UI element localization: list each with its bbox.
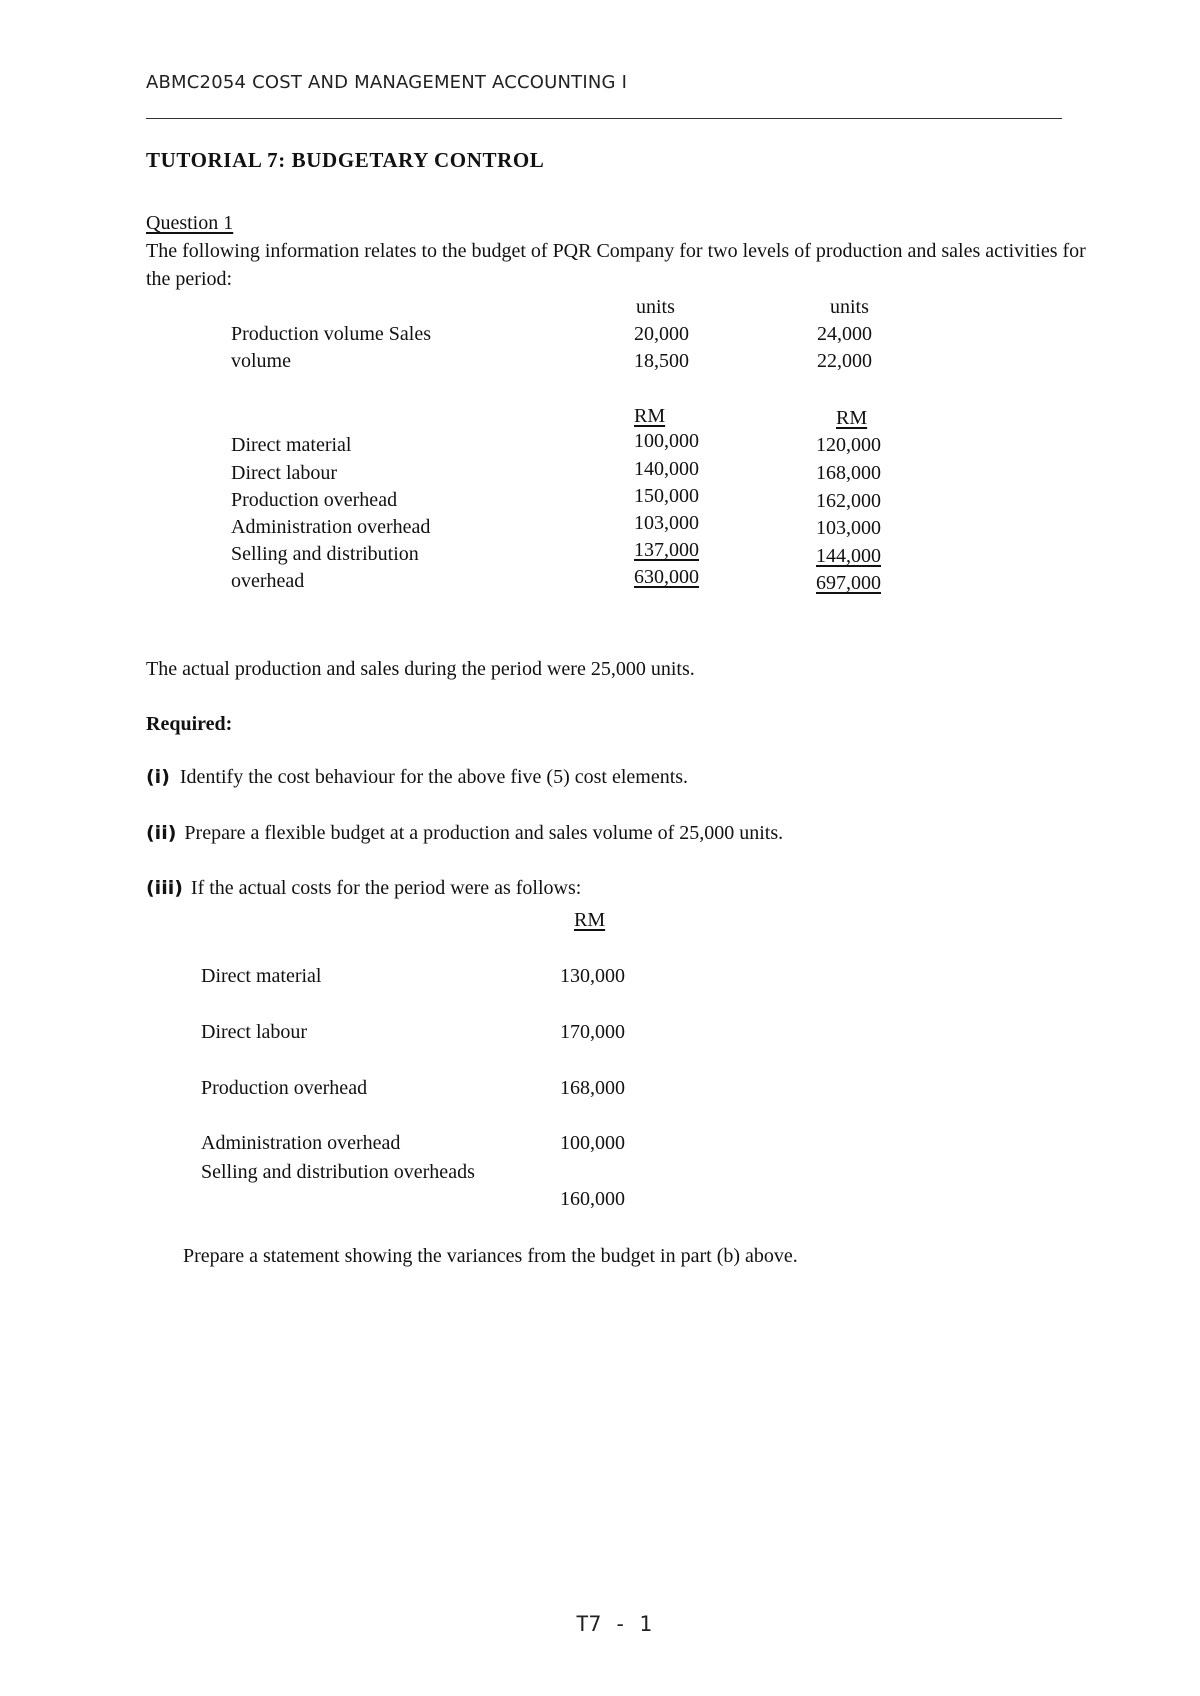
cost-row-value-a: 103,000 — [634, 512, 699, 534]
page-number: T7 - 1 — [576, 1612, 652, 1636]
part-marker: (iii) — [146, 877, 183, 899]
cost-row-label: Selling and distribution — [231, 543, 419, 565]
actual-cost-label: Direct material — [201, 965, 322, 987]
part-text: Identify the cost behaviour for the above five (5) cost elements. — [179, 766, 689, 788]
cost-row-value-a: 100,000 — [634, 430, 699, 452]
part-marker: (i) — [146, 766, 170, 788]
actual-cost-value: 170,000 — [560, 1021, 625, 1043]
actual-rm-header: RM — [574, 909, 606, 931]
cost-row-label-continued: overhead — [231, 570, 305, 592]
cost-row-label: Administration overhead — [231, 516, 431, 538]
question-intro-line1: The following information relates to the budget of PQR Company for two levels of production and sales activities for — [146, 240, 1086, 262]
cost-total-b: 697,000 — [816, 572, 881, 594]
cost-row-value-b: 103,000 — [816, 517, 881, 539]
sales-volume-b: 22,000 — [817, 350, 872, 372]
part-marker: (ii) — [146, 822, 177, 844]
sales-volume-a: 18,500 — [634, 350, 689, 372]
rm-header-a: RM — [634, 405, 666, 427]
part-text: If the actual costs for the period were as follows: — [190, 877, 582, 899]
actual-volume-note: The actual production and sales during the period were 25,000 units. — [146, 658, 695, 680]
cost-row-value-a: 137,000 — [634, 539, 699, 561]
required-label: Required: — [146, 713, 233, 735]
cost-row-value-b: 168,000 — [816, 462, 881, 484]
cost-row-value-a: 140,000 — [634, 458, 699, 480]
actual-cost-label: Administration overhead — [201, 1132, 401, 1154]
actual-cost-label: Direct labour — [201, 1021, 308, 1043]
cost-row-label: Production overhead — [231, 489, 398, 511]
cost-row-value-a: 150,000 — [634, 485, 699, 507]
cost-row-value-b: 162,000 — [816, 490, 881, 512]
cost-total-a: 630,000 — [634, 566, 699, 588]
production-volume-b: 24,000 — [817, 323, 872, 345]
part-iii — [146, 877, 581, 900]
actual-cost-value: 168,000 — [560, 1077, 625, 1099]
production-volume-a: 20,000 — [634, 323, 689, 345]
actual-cost-value: 160,000 — [560, 1188, 625, 1210]
part-i — [146, 766, 688, 789]
cost-row-value-b: 144,000 — [816, 545, 881, 567]
course-header: ABMC2054 COST AND MANAGEMENT ACCOUNTING I — [146, 72, 628, 93]
cost-row-label: Direct labour — [231, 462, 338, 484]
header-divider — [146, 118, 1062, 119]
closing-instruction: Prepare a statement showing the variances from the budget in part (b) above. — [183, 1245, 798, 1267]
volume-label-line1: Production volume Sales — [231, 323, 431, 345]
part-ii — [146, 822, 783, 845]
actual-cost-value: 130,000 — [560, 965, 625, 987]
cost-row-value-b: 120,000 — [816, 434, 881, 456]
units-header-a: units — [636, 296, 675, 318]
actual-cost-label: Selling and distribution overheads — [201, 1161, 475, 1183]
page-title: TUTORIAL 7: BUDGETARY CONTROL — [146, 148, 545, 172]
actual-cost-label: Production overhead — [201, 1077, 368, 1099]
actual-cost-value: 100,000 — [560, 1132, 625, 1154]
volume-label-line2: volume — [231, 350, 291, 372]
cost-row-label: Direct material — [231, 434, 352, 456]
question-intro-line2: the period: — [146, 268, 233, 290]
units-header-b: units — [830, 296, 869, 318]
part-text: Prepare a flexible budget at a production and sales volume of 25,000 units. — [184, 822, 784, 844]
question-heading: Question 1 — [146, 212, 234, 234]
rm-header-b: RM — [836, 407, 868, 429]
